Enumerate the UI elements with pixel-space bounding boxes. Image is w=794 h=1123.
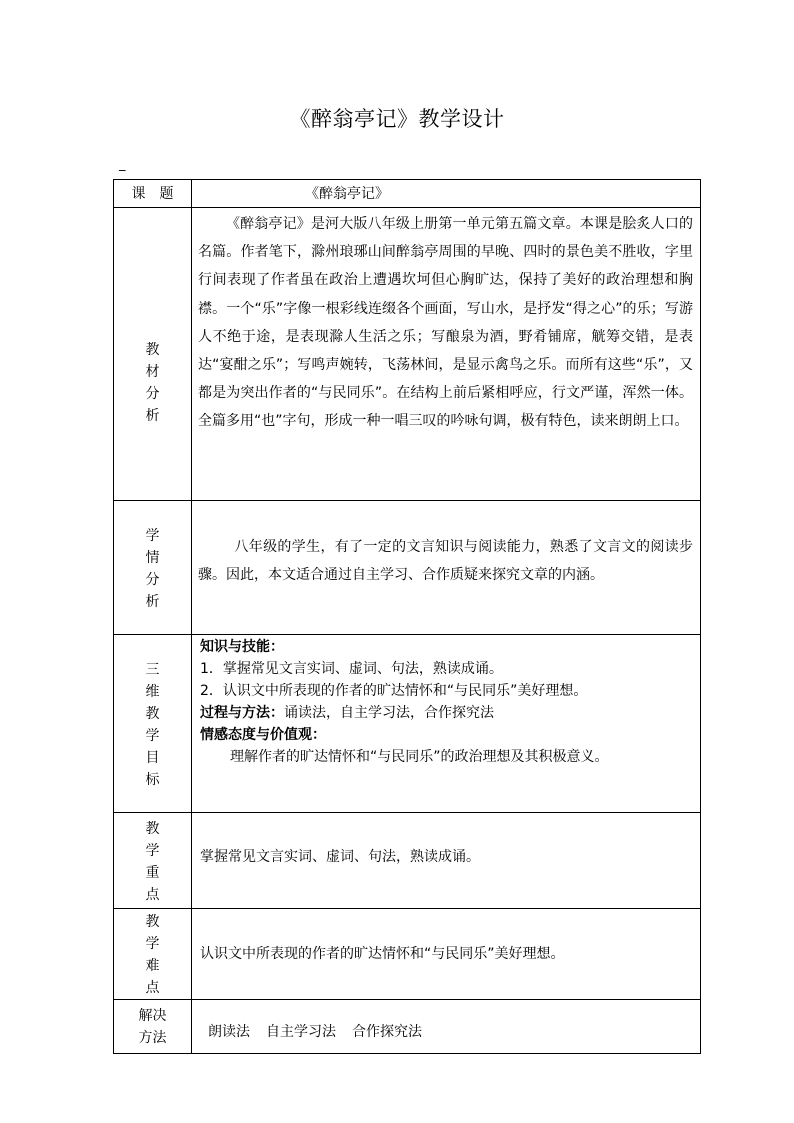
lesson-plan-table (113, 179, 701, 1054)
material-text: 《醉翁亭记》是河大版八年级上册第一单元第五篇文章。本课是脍炙人口的名篇。作者笔下，滁州琅琊山间醉翁亭周围的早晚、四时的景色美不胜收，字里行间表现了作者虽在政治上遭遇坎坷但心胸旷达，保持了美好的政治理想和胸襟。一个“乐”字像一根彩线连缀各个画面，写山水，是抒发“得之心”的乐；写游人不绝于途，是表现滁人生活之乐；写酿泉为酒，野肴铺席，觥筹交错，是表达“宴酣之乐”；写鸣声婉转，飞荡林间，是显示禽鸟之乐。而所有这些“乐”，又都是为突出作者的“与民同乐”。在结构上前后紧相呼应，行文严谨，浑然一体。全篇多用“也”字句，形成一种一唱三叹的吟咏句调，极有特色，读来朗朗上口。 (198, 216, 693, 430)
row-topic (114, 180, 701, 208)
key-points-text: 掌握常见文言实词、虚词、句法，熟读成诵。 (200, 848, 480, 865)
goals-process-text: 诵读法，自主学习法，合作探究法 (284, 705, 494, 721)
goals-attitude-text: 理解作者的旷达情怀和“与民同乐”的政治理想及其积极意义。 (230, 749, 609, 765)
cell-goals (192, 635, 701, 813)
row-material (114, 208, 701, 501)
label-key-points (114, 813, 192, 909)
difficulties-text: 认识文中所表现的作者的旷达情怀和“与民同乐”美好理想。 (200, 946, 565, 962)
cell-material (192, 208, 701, 501)
cell-solution (192, 1000, 701, 1054)
label-solution (114, 1000, 192, 1054)
goals-attitude-heading: 情感态度与价值观： (200, 727, 326, 743)
row-goals (114, 635, 701, 813)
label-students (114, 501, 192, 635)
goals-knowledge-item-1: 1．掌握常见文言实词、虚词、句法，熟读成诵。 (200, 661, 503, 677)
goals-knowledge-item-2: 2．认识文中所表现的作者的旷达情怀和“与民同乐”美好理想。 (200, 683, 588, 699)
goals-content (192, 635, 700, 768)
row-solution (114, 1000, 701, 1054)
cell-students (192, 501, 701, 635)
label-topic-text: 课 题 (131, 185, 174, 202)
label-students-text: 学情分析 (145, 527, 160, 610)
label-goals-text: 三维教学目标 (145, 661, 160, 788)
method-self-study: 自主学习法 (266, 1023, 336, 1040)
row-key-points (114, 813, 701, 909)
method-cooperation: 合作探究法 (352, 1023, 422, 1040)
label-topic (114, 180, 192, 208)
stray-underscore: _ (119, 157, 126, 172)
method-reading: 朗读法 (208, 1023, 250, 1040)
goals-process-heading: 过程与方法： (200, 705, 284, 721)
row-difficulties (114, 909, 701, 1000)
row-students (114, 501, 701, 635)
topic-value: 《醉翁亭记》 (305, 185, 389, 202)
label-solution-text: 解决方法 (138, 1007, 167, 1046)
label-difficulties-text: 教学难点 (145, 914, 160, 996)
label-goals (114, 635, 192, 813)
label-material (114, 208, 192, 501)
goals-knowledge-heading: 知识与技能： (200, 639, 284, 655)
students-text: 八年级的学生，有了一定的文言知识与阅读能力，熟悉了文言文的阅读步骤。因此，本文适合通过自主学习、合作质疑来探究文章的内涵。 (198, 538, 693, 583)
label-key-points-text: 教学重点 (145, 820, 160, 903)
cell-topic (192, 180, 701, 208)
cell-difficulties (192, 909, 701, 1000)
solution-methods (192, 1021, 700, 1041)
label-material-text: 教材分析 (145, 342, 160, 424)
cell-key-points (192, 813, 701, 909)
document-title: 《醉翁亭记》教学设计 (289, 107, 505, 131)
label-difficulties (114, 909, 192, 1000)
